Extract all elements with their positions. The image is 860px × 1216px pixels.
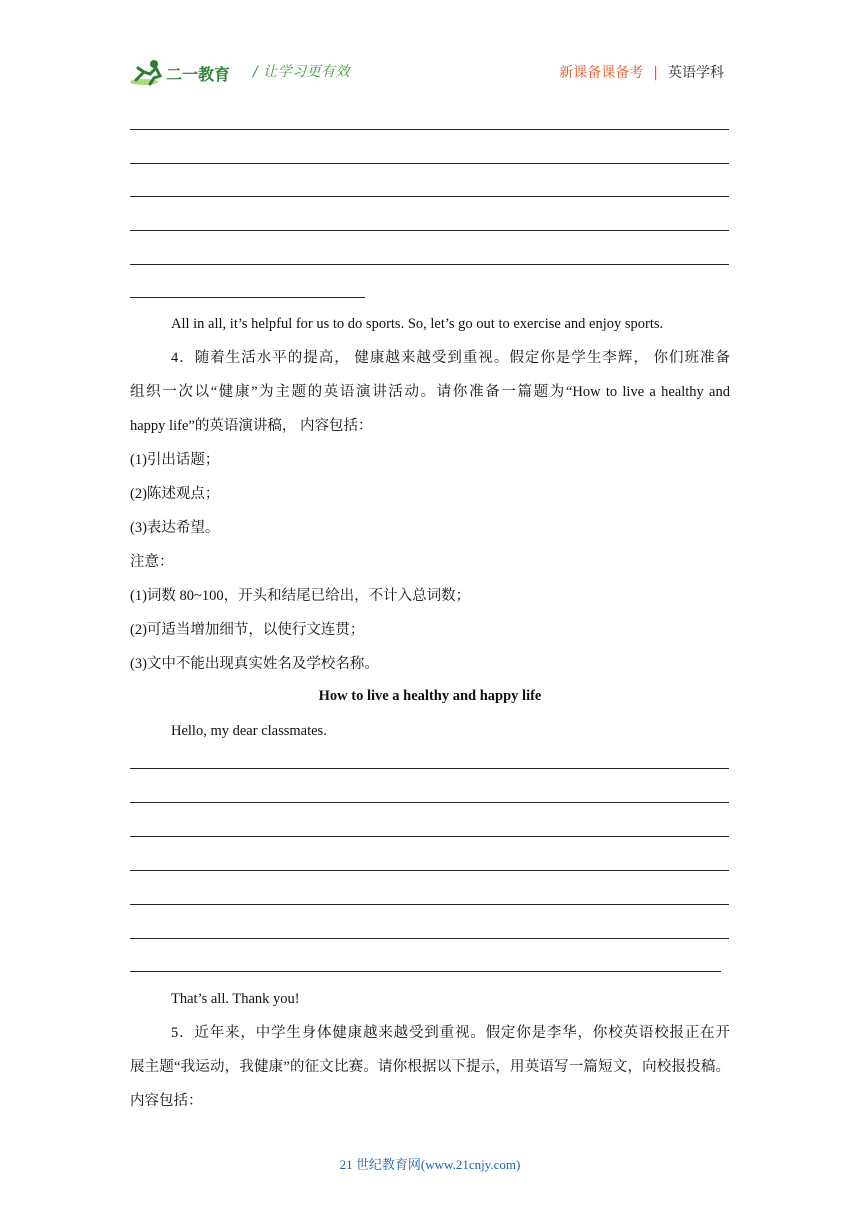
q4-line3: happy life”的英语演讲稿， 内容包括： <box>130 418 373 434</box>
page-header <box>0 0 860 100</box>
answer-line[interactable] <box>130 129 729 130</box>
answer-line[interactable] <box>130 971 721 972</box>
footer-link[interactable]: 21 世纪教育网(www.21cnjy.com) <box>339 1157 521 1172</box>
essay-opening: Hello, my dear classmates. <box>171 723 327 739</box>
answer-line[interactable] <box>130 802 729 803</box>
q4-note2: (2)可适当增加细节，以使行文连贯； <box>130 622 365 638</box>
q5-line3: 内容包括： <box>130 1093 203 1109</box>
q4-item2: (2)陈述观点； <box>130 486 220 502</box>
q4-item3: (3)表达希望。 <box>130 520 220 536</box>
logo <box>130 56 242 90</box>
section3-closing: All in all, it’s helpful for us to do sports. So, let’s go out to exercise and enjoy sports. <box>171 316 664 332</box>
answer-line[interactable] <box>130 264 729 265</box>
answer-line[interactable] <box>130 836 729 837</box>
q4-line1: 4．随着生活水平的提高， 健康越来越受到重视。假定你是学生李辉， 你们班准备 <box>171 350 730 366</box>
answer-line[interactable] <box>130 230 729 231</box>
answer-line[interactable] <box>130 904 729 905</box>
answer-line[interactable] <box>130 196 729 197</box>
q4-item1: (1)引出话题； <box>130 452 220 468</box>
q4-note1: (1)词数 80~100，开头和结尾已给出，不计入总词数； <box>130 588 471 604</box>
header-right <box>559 62 724 82</box>
essay-title: How to live a healthy and happy life <box>318 688 542 704</box>
slogan: / 让学习更有效 <box>253 64 351 80</box>
header-separator: | <box>653 65 658 81</box>
answer-line[interactable] <box>130 297 365 298</box>
q4-note3: (3)文中不能出现真实姓名及学校名称。 <box>130 656 379 672</box>
answer-line[interactable] <box>130 938 729 939</box>
answer-line[interactable] <box>130 768 729 769</box>
header-tag-subject: 英语学科 <box>668 65 724 81</box>
answer-line[interactable] <box>130 870 729 871</box>
logo-text: 二一教育 <box>166 65 231 84</box>
q4-note: 注意： <box>130 554 174 570</box>
header-tag-prep: 新课备课备考 <box>559 65 644 81</box>
answer-line[interactable] <box>130 163 729 164</box>
essay-closing: That’s all. Thank you! <box>171 991 300 1007</box>
q5-line1: 5．近年来，中学生身体健康越来越受到重视。假定你是李华，你校英语校报正在开 <box>171 1025 730 1041</box>
q5-line2: 展主题“我运动，我健康”的征文比赛。请你根据以下提示，用英语写一篇短文，向校报投稿。 <box>130 1059 730 1075</box>
q4-line2: 组织一次以“健康”为主题的英语演讲活动。请你准备一篇题为“How to live a healthy and <box>130 384 730 400</box>
